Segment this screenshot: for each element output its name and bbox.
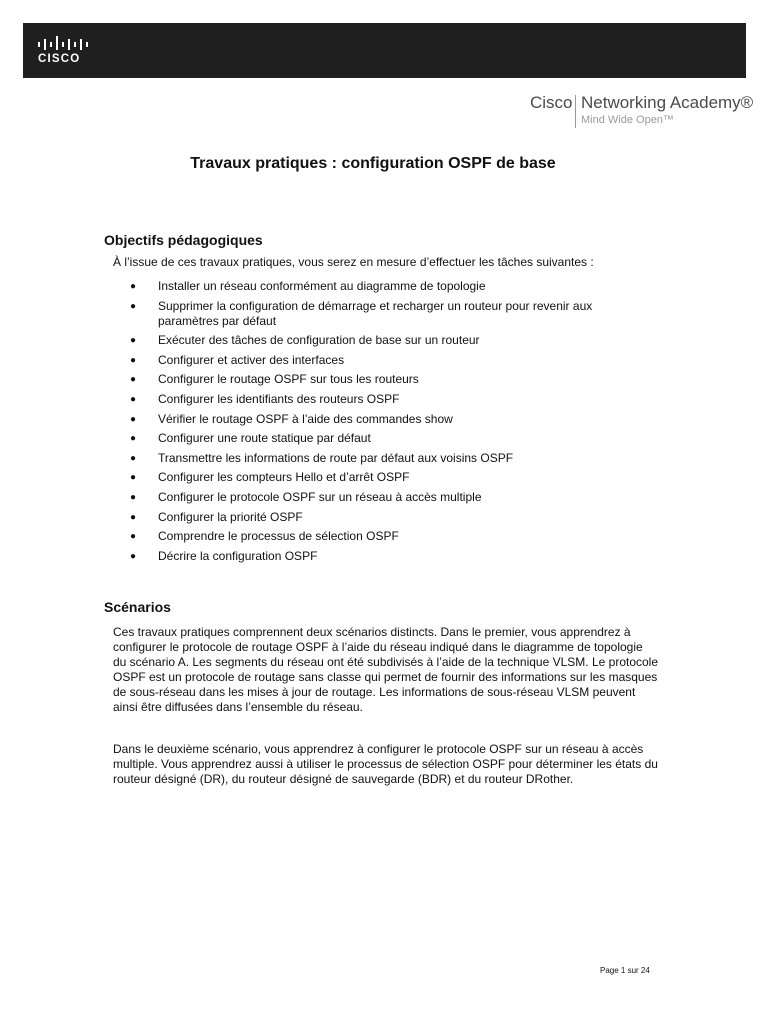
objective-text: Installer un réseau conformément au diagramme de topologie <box>158 279 486 293</box>
bullet-icon: ● <box>130 550 137 562</box>
list-item <box>130 333 650 348</box>
cisco-bridge-icon <box>37 35 89 51</box>
academy-brand: Cisco <box>530 93 573 112</box>
list-item <box>130 353 650 368</box>
list-item <box>130 470 650 485</box>
list-item <box>130 392 650 407</box>
objective-text: Configurer une route statique par défaut <box>158 431 371 446</box>
list-item <box>130 510 650 525</box>
list-item <box>130 279 650 294</box>
objective-text: Supprimer la configuration de démarrage et recharger un routeur pour revenir aux paramètres par défaut <box>158 298 593 328</box>
academy-divider <box>575 95 576 128</box>
objective-text: Configurer le protocole OSPF sur un réseau à accès multiple <box>158 489 482 504</box>
bullet-icon: ● <box>130 531 137 543</box>
objective-text: Configurer les compteurs Hello et d’arrêt OSPF <box>158 470 410 485</box>
list-item <box>130 490 650 505</box>
objectives-intro: À l’issue de ces travaux pratiques, vous serez en mesure d’effectuer les tâches suivantes : <box>113 255 594 269</box>
bullet-icon: ● <box>130 354 137 366</box>
objective-text: Configurer et activer des interfaces <box>158 352 345 367</box>
cisco-logo <box>37 35 89 67</box>
academy-tagline: Mind Wide Open™ <box>581 114 674 126</box>
academy-name: Networking Academy® <box>581 93 754 112</box>
bullet-icon: ● <box>130 413 137 425</box>
scenarios-heading: Scénarios <box>104 599 171 615</box>
bullet-icon: ● <box>130 433 137 445</box>
objectives-heading: Objectifs pédagogiques <box>104 232 263 248</box>
bullet-icon: ● <box>130 374 137 386</box>
list-item <box>130 299 650 329</box>
list-item <box>130 549 650 564</box>
bullet-icon: ● <box>130 300 137 312</box>
page-number: Page 1 sur 24 <box>600 966 650 975</box>
list-item <box>130 529 650 544</box>
objective-text: Configurer la priorité OSPF <box>158 509 303 524</box>
list-item <box>130 372 650 387</box>
bullet-icon: ● <box>130 335 137 347</box>
objective-text: Configurer les identifiants des routeurs OSPF <box>158 391 400 406</box>
scenarios-paragraph-2: Dans le deuxième scénario, vous apprendrez à configurer le protocole OSPF sur un réseau à accès multiple. Vous apprendrez aussi à utiliser le processus de sélection OSPF pour déterminer les états du routeur désigné (DR), du routeur désigné de sauvegarde (BDR) et du routeur DRother. <box>113 742 658 786</box>
cisco-logo-text: CISCO <box>38 53 81 65</box>
list-item <box>130 451 650 466</box>
objective-text: Configurer le routage OSPF sur tous les routeurs <box>158 372 419 387</box>
top-banner <box>23 23 746 78</box>
objective-text: Comprendre le processus de sélection OSPF <box>158 529 399 544</box>
scenarios-paragraph-1: Ces travaux pratiques comprennent deux scénarios distincts. Dans le premier, vous apprendrez à configurer le protocole de routage OSPF à l’aide du réseau indiqué dans le diagramme de topologie du scénario A. Les segments du réseau ont été subdivisés à l’aide de la technique VLSM. Le protocole OSPF est un protocole de routage sans classe qui permet de fournir des informations sur les masques de sous-réseau dans les mises à jour de routage. Les informations de sous-réseau VLSM peuvent ainsi être diffusées dans l’ensemble du réseau. <box>113 625 659 714</box>
objective-text: Exécuter des tâches de configuration de base sur un routeur <box>158 333 480 348</box>
bullet-icon: ● <box>130 393 137 405</box>
objectives-list <box>130 279 650 568</box>
bullet-icon: ● <box>130 281 137 292</box>
bullet-icon: ● <box>130 472 137 484</box>
objective-text: Vérifier le routage OSPF à l’aide des commandes show <box>158 411 453 426</box>
bullet-icon: ● <box>130 491 137 503</box>
bullet-icon: ● <box>130 511 137 523</box>
objective-text: Décrire la configuration OSPF <box>158 548 318 563</box>
list-item <box>130 412 650 427</box>
list-item <box>130 431 650 446</box>
objective-text: Transmettre les informations de route par défaut aux voisins OSPF <box>158 450 514 465</box>
document-title: Travaux pratiques : configuration OSPF de base <box>190 155 556 172</box>
bullet-icon: ● <box>130 452 137 464</box>
